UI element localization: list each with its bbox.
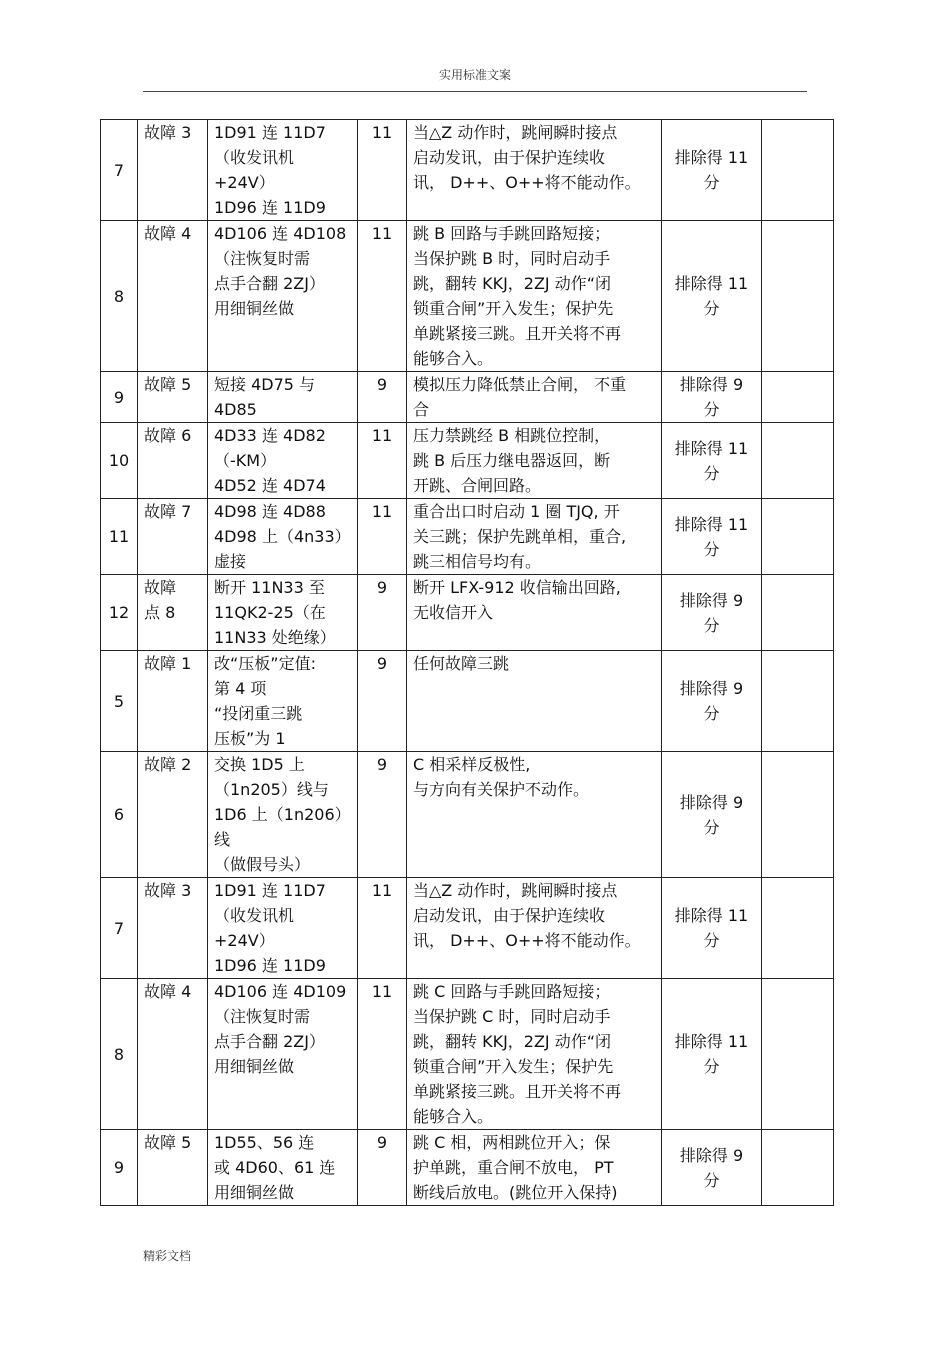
- table-row: [101, 979, 834, 1130]
- wiring-line: 用细铜丝做: [214, 299, 295, 318]
- wiring-line: +24V）: [214, 931, 275, 950]
- fault-line: 故障 1: [144, 654, 192, 673]
- wiring-setting: [208, 120, 358, 221]
- row-number: 11: [101, 499, 138, 575]
- wiring-line: 1D91 连 11D7: [214, 123, 326, 142]
- wiring-setting: [208, 878, 358, 979]
- fault-line: 故障 4: [144, 982, 192, 1001]
- wiring-line: （收发讯机: [214, 906, 295, 925]
- fault-label: [138, 499, 208, 575]
- result-line: 排除得 9: [679, 679, 744, 698]
- wiring-setting: [208, 499, 358, 575]
- desc-line: 重合出口时启动 1 圈 TJQ, 开: [413, 502, 620, 521]
- desc-line: 跳，翻转 KKJ，2ZJ 动作“闭: [413, 274, 612, 293]
- wiring-line: 1D6 上（1n206）: [214, 805, 351, 824]
- table-row: [101, 120, 834, 221]
- row-number: 6: [101, 752, 138, 878]
- blank-cell: [762, 878, 834, 979]
- row-number: 7: [101, 878, 138, 979]
- fault-description: [407, 120, 662, 221]
- fault-label: [138, 221, 208, 372]
- result-line: 排除得 11: [674, 1032, 749, 1051]
- result-score: [662, 752, 762, 878]
- wiring-line: （注恢复时需: [214, 249, 311, 268]
- fault-line: 故障 4: [144, 224, 192, 243]
- desc-line: 当△Z 动作时，跳闸瞬时接点: [413, 123, 618, 142]
- result-line: 排除得 9: [679, 792, 744, 812]
- wiring-line: （收发讯机: [214, 148, 295, 167]
- result-line: 排除得 11: [674, 438, 749, 458]
- fault-table: [100, 119, 834, 1206]
- wiring-line: 1D96 连 11D9: [214, 198, 326, 217]
- result-score: [662, 372, 762, 423]
- wiring-line: 短接 4D75 与: [214, 375, 316, 394]
- desc-line: 启动发讯，由于保护连续收: [413, 906, 606, 925]
- result-line: 排除得 9: [679, 590, 744, 610]
- wiring-line: 线: [214, 830, 231, 849]
- result-score: [662, 120, 762, 221]
- fault-description: [407, 752, 662, 878]
- result-line: 分: [703, 1057, 720, 1076]
- fault-line: 点 8: [144, 603, 176, 622]
- header-divider: [143, 91, 807, 92]
- wiring-line: 4D85: [214, 400, 257, 419]
- desc-line: 单跳紧接三跳。且开关将不再: [413, 1082, 622, 1101]
- blank-cell: [762, 752, 834, 878]
- wiring-line: 4D98 连 4D88: [214, 502, 326, 521]
- fault-line: 故障 5: [144, 1133, 192, 1152]
- result-line: 排除得 11: [674, 906, 749, 925]
- wiring-setting: [208, 372, 358, 423]
- table-row: [101, 372, 834, 423]
- fault-label: [138, 575, 208, 651]
- desc-line: 能够合入。: [413, 349, 494, 368]
- result-line: 分: [703, 463, 720, 483]
- result-line: 排除得 11: [674, 274, 749, 293]
- result-line: 排除得 11: [674, 148, 749, 167]
- wiring-setting: [208, 1130, 358, 1206]
- wiring-setting: [208, 575, 358, 651]
- wiring-line: 第 4 项: [214, 679, 267, 698]
- result-score: [662, 499, 762, 575]
- score-value: 9: [358, 575, 407, 651]
- blank-cell: [762, 120, 834, 221]
- blank-cell: [762, 979, 834, 1130]
- result-score: [662, 1130, 762, 1206]
- result-line: 分: [703, 1170, 720, 1190]
- blank-cell: [762, 1130, 834, 1206]
- wiring-line: +24V）: [214, 173, 275, 192]
- score-value: 11: [358, 120, 407, 221]
- fault-label: [138, 651, 208, 752]
- wiring-line: 点手合翻 2ZJ）: [214, 1032, 325, 1051]
- result-line: 分: [703, 299, 720, 318]
- desc-line: 与方向有关保护不动作。: [413, 780, 590, 799]
- wiring-line: （1n205）线与: [214, 780, 329, 799]
- wiring-line: 点手合翻 2ZJ）: [214, 274, 325, 293]
- result-line: 排除得 9: [679, 1145, 744, 1165]
- wiring-line: （做假号头）: [214, 855, 311, 874]
- fault-description: [407, 878, 662, 979]
- wiring-line: 1D96 连 11D9: [214, 956, 326, 975]
- score-value: 11: [358, 499, 407, 575]
- table-row: [101, 575, 834, 651]
- score-value: 9: [358, 1130, 407, 1206]
- desc-line: 跳 C 回路与手跳回路短接；: [413, 982, 611, 1001]
- wiring-line: 11QK2-25（在: [214, 603, 326, 622]
- result-line: 分: [703, 931, 720, 950]
- wiring-line: 1D55、56 连: [214, 1133, 315, 1152]
- desc-line: 断线后放电。(跳位开入保持): [413, 1183, 618, 1202]
- wiring-line: （注恢复时需: [214, 1007, 311, 1026]
- row-number: 5: [101, 651, 138, 752]
- fault-line: 故障 2: [144, 755, 192, 774]
- row-number: 8: [101, 979, 138, 1130]
- wiring-line: 断开 11N33 至: [214, 578, 325, 597]
- wiring-line: 4D106 连 4D108: [214, 224, 347, 243]
- table-row: [101, 221, 834, 372]
- fault-line: 故障 3: [144, 881, 192, 900]
- result-score: [662, 651, 762, 752]
- row-number: 10: [101, 423, 138, 499]
- fault-description: [407, 651, 662, 752]
- result-line: 分: [703, 173, 720, 192]
- wiring-line: 虚接: [214, 552, 247, 571]
- page-footer-text: 精彩文档: [143, 1249, 192, 1263]
- fault-line: 故障 7: [144, 502, 192, 521]
- wiring-line: 4D98 上（4n33）: [214, 527, 351, 546]
- row-number: 8: [101, 221, 138, 372]
- table-row: [101, 423, 834, 499]
- row-number: 9: [101, 372, 138, 423]
- fault-label: [138, 120, 208, 221]
- fault-line: 故障 6: [144, 426, 192, 445]
- blank-cell: [762, 575, 834, 651]
- table-row: [101, 752, 834, 878]
- wiring-line: 11N33 处绝缘）: [214, 628, 336, 647]
- result-score: [662, 878, 762, 979]
- desc-line: 锁重合闸”开入发生；保护先: [413, 299, 614, 318]
- desc-line: 跳 B 回路与手跳回路短接；: [413, 224, 611, 243]
- desc-line: 开跳、合闸回路。: [413, 476, 542, 495]
- score-value: 9: [358, 651, 407, 752]
- fault-description: [407, 1130, 662, 1206]
- wiring-line: 压板”为 1: [214, 729, 286, 748]
- result-line: 排除得 9: [679, 375, 744, 394]
- desc-line: 跳，翻转 KKJ，2ZJ 动作“闭: [413, 1032, 612, 1051]
- wiring-line: 用细铜丝做: [214, 1183, 295, 1202]
- result-line: 分: [703, 539, 720, 559]
- desc-line: 单跳紧接三跳。且开关将不再: [413, 324, 622, 343]
- row-number: 9: [101, 1130, 138, 1206]
- fault-description: [407, 979, 662, 1130]
- wiring-setting: [208, 651, 358, 752]
- desc-line: 锁重合闸”开入发生；保护先: [413, 1057, 614, 1076]
- desc-line: 模拟压力降低禁止合闸， 不重: [413, 375, 627, 394]
- wiring-setting: [208, 221, 358, 372]
- fault-description: [407, 372, 662, 423]
- score-value: 9: [358, 372, 407, 423]
- desc-line: C 相采样反极性,: [413, 755, 531, 774]
- blank-cell: [762, 423, 834, 499]
- fault-label: [138, 423, 208, 499]
- desc-line: 断开 LFX-912 收信输出回路,: [413, 578, 621, 597]
- fault-label: [138, 752, 208, 878]
- fault-table-body: [101, 120, 834, 1206]
- fault-description: [407, 575, 662, 651]
- table-row: [101, 1130, 834, 1206]
- desc-line: 讯， D++、O++将不能动作。: [413, 173, 641, 192]
- wiring-setting: [208, 979, 358, 1130]
- fault-label: [138, 1130, 208, 1206]
- result-score: [662, 423, 762, 499]
- desc-line: 当保护跳 C 时，同时启动手: [413, 1007, 611, 1026]
- wiring-line: （-KM）: [214, 451, 277, 470]
- desc-line: 能够合入。: [413, 1107, 494, 1126]
- wiring-line: 4D33 连 4D82: [214, 426, 326, 445]
- desc-line: 无收信开入: [413, 603, 494, 622]
- desc-line: 当△Z 动作时，跳闸瞬时接点: [413, 881, 618, 900]
- score-value: 11: [358, 221, 407, 372]
- wiring-setting: [208, 752, 358, 878]
- score-value: 11: [358, 423, 407, 499]
- result-score: [662, 979, 762, 1130]
- row-number: 7: [101, 120, 138, 221]
- score-value: 11: [358, 979, 407, 1130]
- wiring-line: 或 4D60、61 连: [214, 1158, 336, 1177]
- row-number: 12: [101, 575, 138, 651]
- desc-line: 合: [413, 400, 430, 419]
- fault-description: [407, 423, 662, 499]
- wiring-line: 4D106 连 4D109: [214, 982, 347, 1001]
- score-value: 11: [358, 878, 407, 979]
- score-value: 9: [358, 752, 407, 878]
- blank-cell: [762, 221, 834, 372]
- desc-line: 当保护跳 B 时，同时启动手: [413, 249, 611, 268]
- wiring-line: 交换 1D5 上: [214, 755, 305, 774]
- fault-label: [138, 979, 208, 1130]
- blank-cell: [762, 499, 834, 575]
- table-row: [101, 878, 834, 979]
- fault-label: [138, 372, 208, 423]
- fault-description: [407, 499, 662, 575]
- fault-description: [407, 221, 662, 372]
- wiring-line: 用细铜丝做: [214, 1057, 295, 1076]
- wiring-line: 4D52 连 4D74: [214, 476, 326, 495]
- wiring-line: 1D91 连 11D7: [214, 881, 326, 900]
- result-line: 分: [703, 400, 720, 419]
- result-line: 分: [703, 704, 720, 723]
- desc-line: 关三跳；保护先跳单相，重合,: [413, 527, 627, 546]
- desc-line: 讯， D++、O++将不能动作。: [413, 931, 641, 950]
- wiring-setting: [208, 423, 358, 499]
- desc-line: 压力禁跳经 B 相跳位控制，: [413, 426, 611, 445]
- blank-cell: [762, 651, 834, 752]
- result-line: 排除得 11: [674, 514, 749, 534]
- result-line: 分: [703, 615, 720, 635]
- wiring-line: “投闭重三跳: [214, 704, 303, 723]
- blank-cell: [762, 372, 834, 423]
- fault-line: 故障: [144, 578, 177, 597]
- result-line: 分: [703, 817, 720, 837]
- fault-label: [138, 878, 208, 979]
- page-header-title: 实用标准文案: [438, 68, 511, 82]
- desc-line: 启动发讯，由于保护连续收: [413, 148, 606, 167]
- fault-line: 故障 5: [144, 375, 192, 394]
- result-score: [662, 221, 762, 372]
- desc-line: 护单跳，重合闸不放电， PT: [413, 1158, 614, 1177]
- wiring-line: 改“压板”定值:: [214, 654, 316, 673]
- desc-line: 跳 B 后压力继电器返回，断: [413, 451, 611, 470]
- table-row: [101, 499, 834, 575]
- fault-line: 故障 3: [144, 123, 192, 142]
- result-score: [662, 575, 762, 651]
- desc-line: 跳三相信号均有。: [413, 552, 542, 571]
- desc-line: 任何故障三跳: [413, 654, 510, 673]
- desc-line: 跳 C 相，两相跳位开入；保: [413, 1133, 611, 1152]
- table-row: [101, 651, 834, 752]
